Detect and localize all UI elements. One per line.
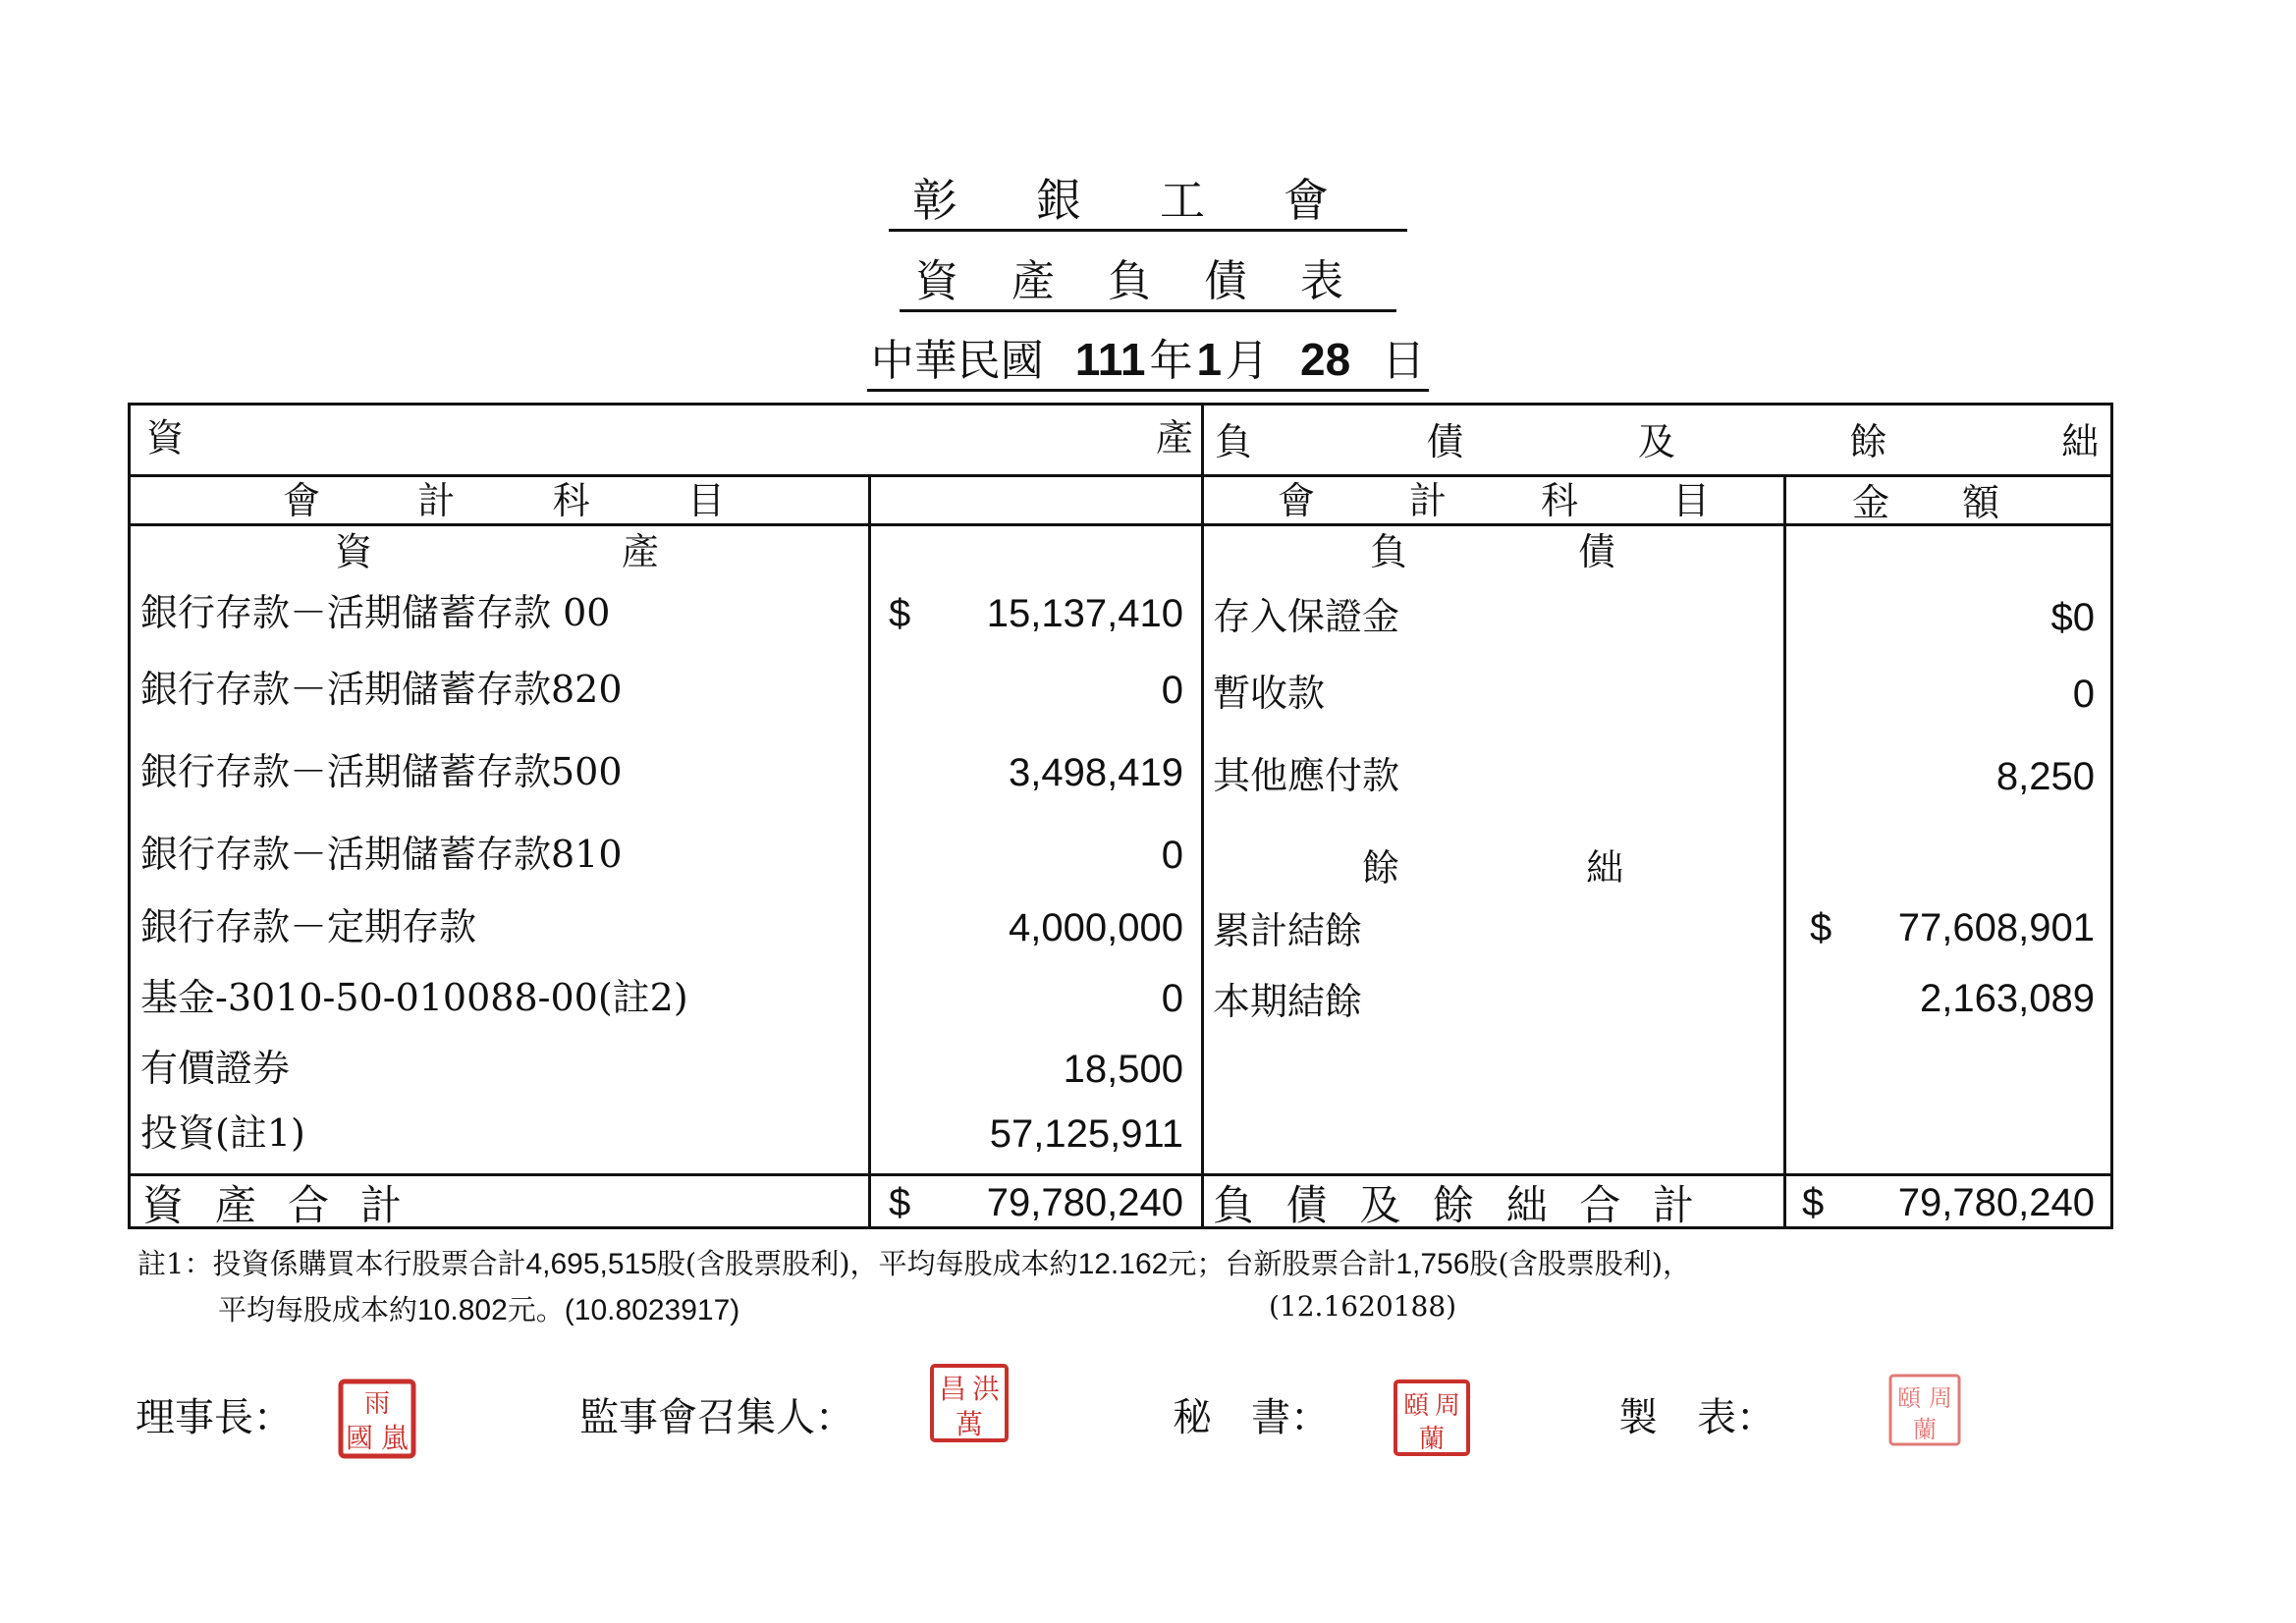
asset-label: 銀行存款－活期儲蓄存款500 xyxy=(140,750,623,793)
org-title xyxy=(0,175,2296,232)
signature-chairman-label: 理事長： xyxy=(136,1395,293,1440)
liability-label: 其他應付款 xyxy=(1213,754,1400,797)
liability-amount: 8,250 xyxy=(1995,755,2095,798)
asset-label: 基金-3010-50-010088-00(註2) xyxy=(140,976,688,1019)
rule-header xyxy=(131,474,2110,477)
asset-label: 銀行存款－定期存款 xyxy=(140,905,477,948)
col-account-right: 會 計 科 目 xyxy=(1278,479,1710,522)
rule-totals xyxy=(131,1173,2110,1176)
svg-text:雨: 雨 xyxy=(363,1389,391,1419)
asset-label: 銀行存款－活期儲蓄存款810 xyxy=(140,833,623,876)
assets-total-amount: 79,780,240 xyxy=(986,1181,1183,1224)
date-month: 1 xyxy=(1196,334,1223,385)
liability-amount: 0 xyxy=(2072,673,2095,716)
asset-amount: 15,137,410 xyxy=(986,592,1183,635)
rule-colheader xyxy=(131,523,2110,526)
col-amount: 金 額 xyxy=(1852,481,1999,524)
svg-text:蘭: 蘭 xyxy=(1913,1416,1937,1443)
chairman-seal-icon xyxy=(338,1379,416,1459)
asset-amount: 4,000,000 xyxy=(1009,906,1183,949)
assets-subheader: 資 產 xyxy=(335,530,659,573)
note-1-line-2: 平均每股成本約10.802元。(10.8023917) xyxy=(218,1293,740,1326)
signature-supervisor-label: 監事會召集人： xyxy=(579,1395,854,1440)
asset-label: 銀行存款－活期儲蓄存款820 xyxy=(140,668,623,711)
assets-header: 資 產 xyxy=(146,416,1193,460)
surplus-amount: 77,608,901 xyxy=(1897,906,2095,949)
doc-title xyxy=(0,257,2296,312)
asset-amount: 0 xyxy=(1161,977,1183,1020)
assets-total-currency: $ xyxy=(889,1181,911,1224)
divider-liab-amount xyxy=(1783,474,1786,1226)
asset-amount: 57,125,911 xyxy=(989,1112,1183,1156)
svg-text:嵐: 嵐 xyxy=(380,1422,410,1454)
report-date: 中華民國 111年1月 28 日 xyxy=(0,334,2296,392)
note-1-line-1: 註1：投資係購買本行股票合計4,695,515股(含股票股利)，平均每股成本約12.162元；台新股票合計1,756股(含股票股利)， xyxy=(137,1247,1692,1280)
asset-label: 有價證券 xyxy=(140,1047,291,1090)
surplus-label: 本期結餘 xyxy=(1213,980,1363,1023)
date-year: 111 xyxy=(1074,334,1146,385)
col-account-left: 會 計 科 目 xyxy=(283,479,725,522)
date-day: 28 xyxy=(1300,334,1351,385)
svg-text:蘭: 蘭 xyxy=(1418,1425,1446,1454)
org-name: 彰銀工會 xyxy=(889,175,1407,232)
svg-text:國: 國 xyxy=(345,1422,374,1454)
surplus-subheader: 餘 絀 xyxy=(1362,846,1623,890)
asset-amount: 18,500 xyxy=(1063,1048,1183,1091)
surplus-currency: $ xyxy=(1810,906,1832,949)
surplus-label: 累計結餘 xyxy=(1213,909,1363,952)
signature-secretary-label: 秘 書： xyxy=(1173,1395,1330,1440)
surplus-amount: 2,163,089 xyxy=(1920,977,2095,1020)
asset-amount: 0 xyxy=(1161,669,1183,712)
balance-sheet-table xyxy=(128,403,2113,1229)
svg-text:頤: 頤 xyxy=(1402,1391,1430,1421)
svg-text:周: 周 xyxy=(1929,1384,1952,1412)
svg-text:萬: 萬 xyxy=(955,1408,984,1440)
liab-header: 負 債 及 餘 絀 xyxy=(1215,420,2099,463)
asset-currency: $ xyxy=(889,592,911,635)
liability-label: 暫收款 xyxy=(1213,672,1326,715)
signature-preparer-label: 製 表： xyxy=(1618,1395,1776,1440)
liab-subheader: 負 債 xyxy=(1370,530,1615,573)
svg-text:洪: 洪 xyxy=(971,1373,1001,1405)
doc-title-text: 資產負債表 xyxy=(900,257,1396,312)
svg-text:頤: 頤 xyxy=(1897,1384,1921,1412)
preparer-seal-icon xyxy=(1887,1373,1962,1447)
liability-amount: $0 xyxy=(2050,596,2095,639)
date-era: 中華民國 xyxy=(870,336,1044,386)
liab-total-label: 負 債 及 餘 絀 合 計 xyxy=(1213,1181,1694,1229)
assets-total-label: 資 產 合 計 xyxy=(142,1181,402,1229)
liab-total-currency: $ xyxy=(1802,1181,1825,1224)
svg-text:周: 周 xyxy=(1434,1391,1461,1421)
note-1-cost-detail: (12.1620188) xyxy=(1269,1290,1457,1323)
liability-label: 存入保證金 xyxy=(1213,595,1400,638)
divider-assets-liab xyxy=(1201,406,1204,1226)
asset-amount: 3,498,419 xyxy=(1009,751,1183,794)
asset-label: 投資(註1) xyxy=(140,1111,305,1155)
svg-text:昌: 昌 xyxy=(938,1373,967,1405)
supervisor-seal-icon xyxy=(929,1363,1010,1443)
asset-amount: 0 xyxy=(1161,834,1183,877)
divider-assets-amount xyxy=(868,474,871,1226)
asset-label: 銀行存款－活期儲蓄存款 00 xyxy=(140,591,611,634)
liab-total-amount: 79,780,240 xyxy=(1897,1181,2095,1224)
secretary-seal-icon xyxy=(1393,1379,1471,1457)
